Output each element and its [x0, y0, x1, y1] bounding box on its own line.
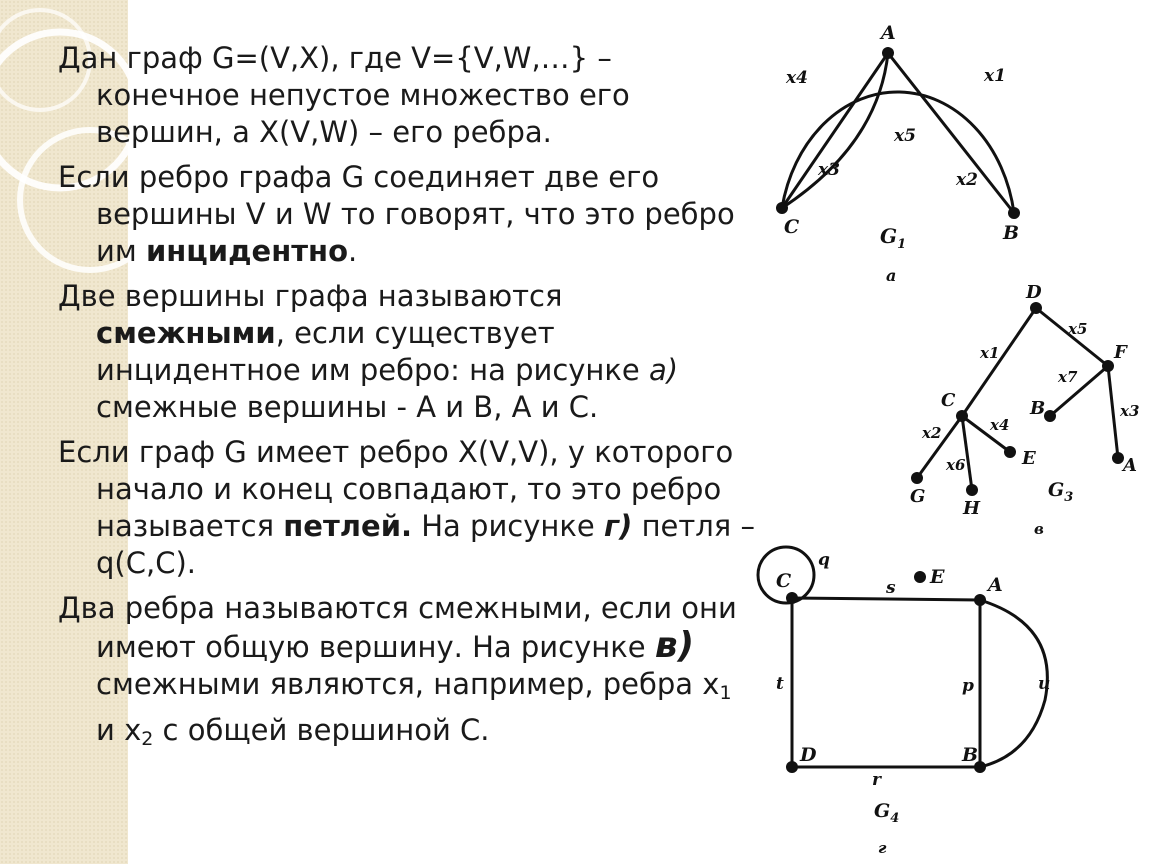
- vertex-c: [956, 410, 968, 422]
- vertex-e: [914, 571, 926, 583]
- vertex-b: [1044, 410, 1056, 422]
- graph-name: [1048, 479, 1073, 505]
- paragraph-incidence: [58, 159, 758, 270]
- text: и x: [96, 713, 142, 747]
- edge-label-p: p: [962, 676, 974, 696]
- edge-label-x5: x5: [894, 126, 916, 146]
- figure-caption-v: в: [1034, 520, 1044, 538]
- vertex-label-f: F: [1114, 342, 1127, 363]
- edge-label-x6: x6: [946, 456, 966, 474]
- graph-name-subscript: 4: [890, 811, 900, 826]
- edge-label-q: q: [818, 550, 830, 570]
- paragraph-definition: [58, 40, 758, 151]
- vertex-label-a: A: [988, 574, 1003, 596]
- term-loop: петлей.: [283, 509, 413, 543]
- subscript: 1: [719, 682, 732, 704]
- edge-label-x3: x3: [1120, 402, 1140, 420]
- figure-caption-g: г: [878, 839, 887, 857]
- vertex-b: [1008, 207, 1020, 219]
- graph-a: [760, 15, 1050, 290]
- text: , если существует инцидентное им ребро: на рисунке: [96, 316, 649, 387]
- graph-name-subscript: 1: [897, 237, 907, 252]
- edge-label-x3: x3: [818, 160, 840, 180]
- slide-text: [58, 40, 758, 766]
- figure-ref-v: в): [654, 625, 695, 666]
- edge-label-x4: x4: [990, 416, 1010, 434]
- text: Если граф G имеет ребро X(V,V), у которого начало и конец совпадают, то это ребро называется: [58, 435, 734, 543]
- vertex-f: [1102, 360, 1114, 372]
- vertex-d: [786, 761, 798, 773]
- vertex-c: [786, 592, 798, 604]
- figure-caption-a: а: [886, 266, 897, 285]
- edge-label-u: u: [1038, 674, 1051, 694]
- vertex-label-a: A: [881, 22, 896, 44]
- graph-name-letter: G: [874, 800, 891, 822]
- edge-label-x4: x4: [786, 68, 808, 88]
- text: Два ребра называются смежными, если они имеют общую вершину. На рисунке: [58, 591, 737, 664]
- text: с общей вершиной С.: [153, 713, 490, 747]
- edge-label-x2: x2: [956, 170, 978, 190]
- term-adjacent: смежными: [96, 316, 276, 350]
- vertex-label-g: G: [910, 486, 926, 507]
- vertex-label-a: A: [1123, 455, 1137, 476]
- term-incident: инцидентно: [145, 234, 349, 268]
- text: петля – q(C,C).: [96, 509, 755, 580]
- edge-x6: [962, 416, 972, 490]
- vertex-e: [1004, 446, 1016, 458]
- edge-label-t: t: [776, 674, 784, 694]
- graph-name-subscript: 3: [1064, 490, 1074, 505]
- graph-name-letter: G: [1048, 479, 1065, 501]
- vertex-label-b: B: [1003, 222, 1020, 244]
- figure-ref-a: а): [648, 353, 679, 387]
- text: Если ребро графа G соединяет две его вершины V и W то говорят, что это ребро им: [58, 160, 735, 268]
- edge-label-x2: x2: [922, 424, 942, 442]
- vertex-label-d: D: [1026, 282, 1042, 303]
- vertex-label-c: C: [776, 570, 792, 592]
- edge-label-r: r: [872, 770, 881, 790]
- subscript: 2: [141, 728, 154, 750]
- paragraph-adjacent-edges: [58, 590, 758, 758]
- graph-g: [740, 535, 1070, 860]
- graph-name: [880, 224, 906, 252]
- edge-label-x1: x1: [984, 66, 1006, 86]
- graph-v: [880, 278, 1150, 548]
- vertex-label-c: C: [784, 216, 800, 238]
- vertex-label-b: B: [962, 744, 979, 766]
- vertex-a: [974, 594, 986, 606]
- vertex-label-b: B: [1030, 398, 1046, 419]
- graph-name: [874, 800, 899, 826]
- edge-arc-x4-x1: [782, 92, 1014, 213]
- vertex-g: [911, 472, 923, 484]
- edge-label-x7: x7: [1058, 368, 1078, 386]
- edge-label-x1: x1: [980, 344, 1000, 362]
- vertex-label-d: D: [800, 744, 817, 766]
- vertex-d: [1030, 302, 1042, 314]
- edge-x3: [1108, 366, 1118, 458]
- paragraph-adjacent-vertices: [58, 278, 758, 426]
- paragraph-loop: [58, 434, 758, 582]
- text: Две вершины графа называются: [58, 279, 563, 313]
- vertex-label-e: E: [1022, 448, 1036, 469]
- vertex-h: [966, 484, 978, 496]
- edge-s: [792, 598, 980, 600]
- edge-label-s: s: [886, 578, 896, 598]
- figure-ref-g: г): [603, 509, 633, 543]
- vertex-a: [882, 47, 894, 59]
- vertex-label-c: C: [941, 390, 956, 411]
- text: .: [348, 234, 358, 268]
- edge-x1: [962, 308, 1036, 416]
- graph-name-letter: G: [880, 224, 898, 248]
- text: смежные вершины - A и B, A и C.: [96, 390, 599, 424]
- text: На рисунке: [412, 509, 604, 543]
- vertex-c: [776, 202, 788, 214]
- text: смежными являются, например, ребра x: [96, 667, 720, 701]
- edge-label-x5: x5: [1068, 320, 1088, 338]
- vertex-label-e: E: [930, 566, 945, 588]
- text: Дан граф G=(V,X), где V={V,W,…} – конечное непустое множество его вершин, а X(V,W) – его ребра.: [58, 41, 630, 149]
- vertex-label-h: H: [963, 498, 981, 519]
